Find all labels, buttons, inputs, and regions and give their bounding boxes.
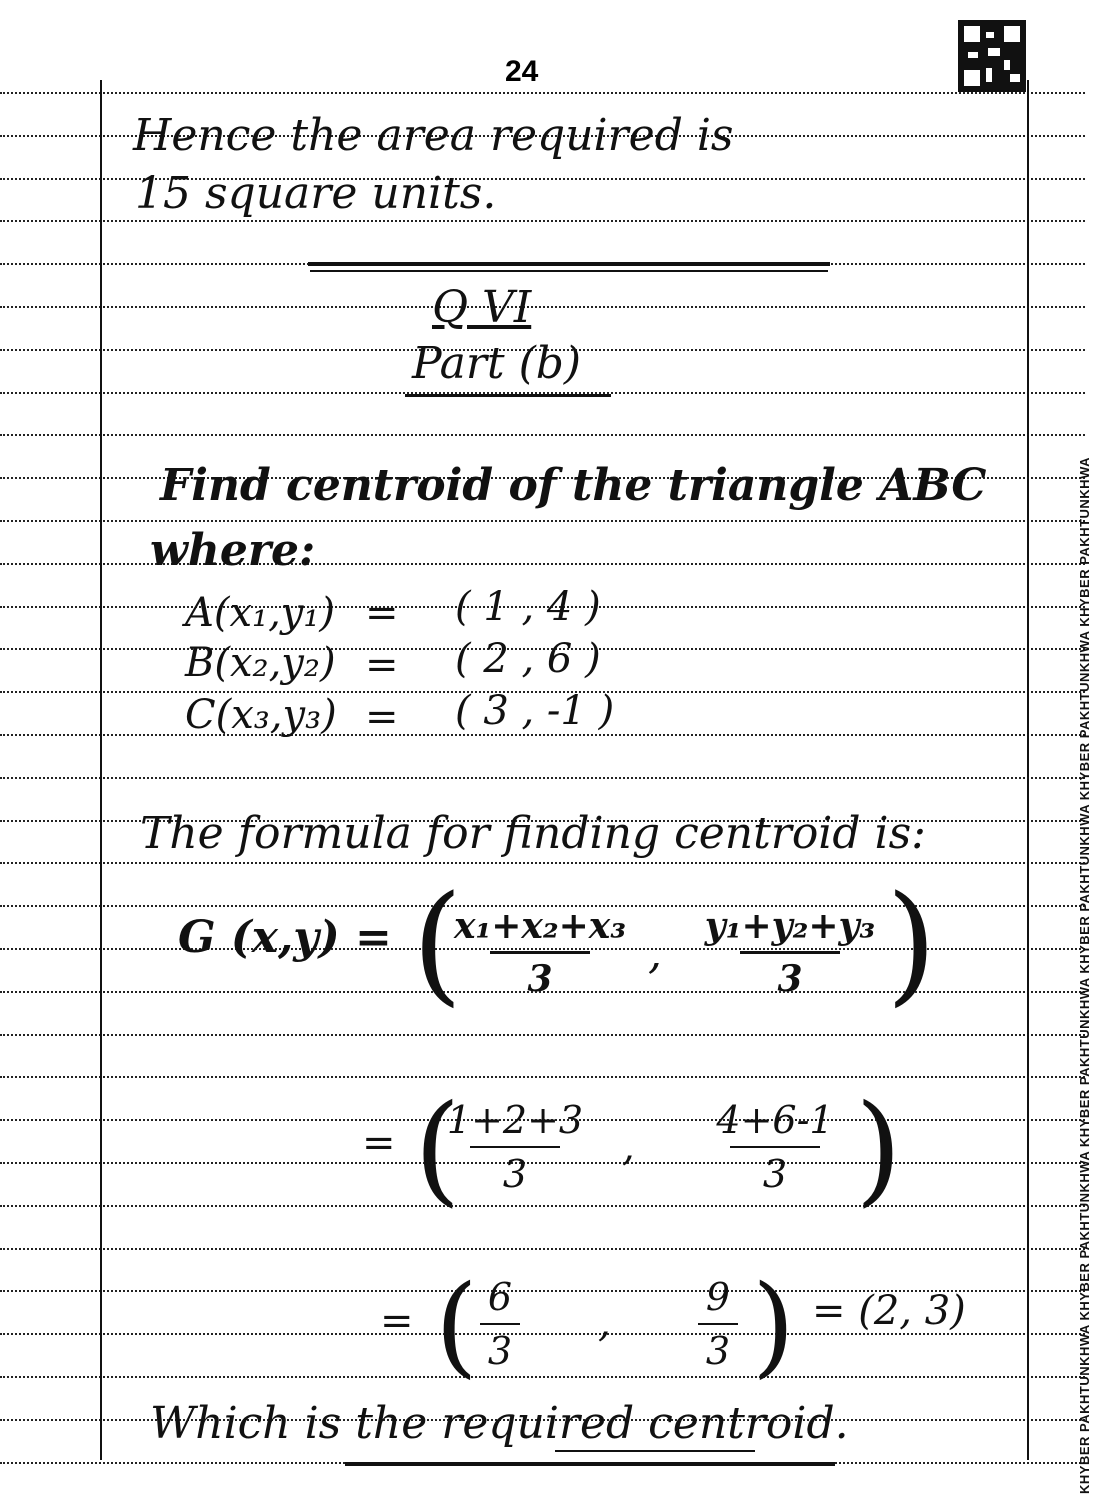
step1-x-denominator: 3 <box>502 1152 528 1196</box>
left-margin-line <box>100 80 102 1460</box>
formula-x-denominator: 3 <box>527 958 553 1000</box>
step1-y-numerator: 4+6-1 <box>716 1098 834 1142</box>
step2-y-bar <box>698 1323 738 1325</box>
ruled-line <box>0 1205 1085 1207</box>
section-divider-top <box>308 262 830 266</box>
formula-y-bar <box>740 951 840 954</box>
intro-line-2: 15 square units. <box>135 168 497 219</box>
step2-y-denominator: 3 <box>705 1329 731 1373</box>
step2-x-numerator: 6 <box>487 1275 513 1319</box>
formula-x-bar <box>490 951 590 954</box>
point-a-eq: = <box>365 590 399 636</box>
point-c-eq: = <box>365 694 399 740</box>
step2-right-paren: ) <box>752 1261 795 1389</box>
section-divider-bottom <box>345 1462 835 1466</box>
formula-right-paren: ) <box>886 867 937 1019</box>
ruled-line <box>0 306 1085 308</box>
conclusion-underline <box>555 1450 755 1452</box>
section-divider-top-2 <box>310 270 828 272</box>
part-underline <box>405 394 611 397</box>
ruled-line <box>0 1076 1085 1078</box>
step2-left-paren: ( <box>435 1261 478 1389</box>
step2-x-bar <box>480 1323 520 1325</box>
ruled-line <box>0 862 1085 864</box>
ruled-line <box>0 734 1085 736</box>
formula-left-paren: ( <box>412 867 463 1019</box>
step2-comma: , <box>598 1300 611 1346</box>
point-b-value: ( 2 , 6 ) <box>455 636 601 682</box>
step2-y-fraction <box>688 1275 748 1373</box>
ruled-line <box>0 220 1085 222</box>
problem-line-1: Find centroid of the triangle ABC <box>160 460 987 511</box>
step1-x-bar <box>470 1146 560 1148</box>
step1-x-fraction <box>440 1098 590 1196</box>
point-c-label: C(x₃,y₃) <box>185 692 337 738</box>
side-watermark <box>1077 0 1111 1494</box>
ruled-line <box>0 92 1085 94</box>
formula-y-numerator: y₁+y₂+y₃ <box>704 905 876 947</box>
ruled-line <box>0 1376 1085 1378</box>
formula-x-numerator: x₁+x₂+x₃ <box>453 905 627 947</box>
conclusion-line: Which is the required centroid. <box>150 1398 849 1449</box>
formula-x-fraction <box>450 905 630 1000</box>
formula-lhs: G (x,y) = <box>178 912 392 963</box>
step1-y-fraction <box>690 1098 860 1196</box>
step2-x-fraction <box>470 1275 530 1373</box>
step2-x-denominator: 3 <box>487 1329 513 1373</box>
watermark-text: KHYBER PAKHTUNKHWA KHYBER PAKHTUNKHWA KHYBER PAKHTUNKHWA KHYBER PAKHTUNKHWA KHYBER PAKHTUNKHWA KHYBER PAKHTUNKHWA <box>1077 456 1092 1494</box>
question-heading: Q VI <box>432 282 532 333</box>
ruled-line <box>0 434 1085 436</box>
point-b-label: B(x₂,y₂) <box>185 640 336 686</box>
problem-line-2: where: <box>150 525 316 576</box>
part-heading: Part (b) <box>412 338 582 389</box>
formula-y-denominator: 3 <box>777 958 803 1000</box>
formula-intro: The formula for finding centroid is: <box>140 808 927 859</box>
qr-code <box>958 20 1026 92</box>
right-margin-line <box>1027 80 1029 1460</box>
step2-y-numerator: 9 <box>705 1275 731 1319</box>
step1-eq: = <box>362 1120 396 1166</box>
intro-line-1: Hence the area required is <box>133 110 734 161</box>
step1-x-numerator: 1+2+3 <box>446 1098 584 1142</box>
ruled-line <box>0 777 1085 779</box>
step1-right-paren: ) <box>855 1080 902 1219</box>
formula-y-fraction <box>690 905 890 1000</box>
ruled-line <box>0 1248 1085 1250</box>
step2-result: = (2, 3) <box>812 1288 966 1334</box>
ruled-line <box>0 520 1085 522</box>
point-c-value: ( 3 , -1 ) <box>455 688 615 734</box>
formula-comma: , <box>648 928 662 979</box>
point-a-label: A(x₁,y₁) <box>185 590 336 636</box>
step1-y-denominator: 3 <box>762 1152 788 1196</box>
page-number: 24 <box>505 55 539 88</box>
step1-comma: , <box>622 1124 635 1170</box>
point-b-eq: = <box>365 642 399 688</box>
ruled-line <box>0 1034 1085 1036</box>
step2-eq: = <box>380 1298 414 1344</box>
point-a-value: ( 1 , 4 ) <box>455 584 601 630</box>
step1-y-bar <box>730 1146 820 1148</box>
step1-left-paren: ( <box>414 1080 461 1219</box>
